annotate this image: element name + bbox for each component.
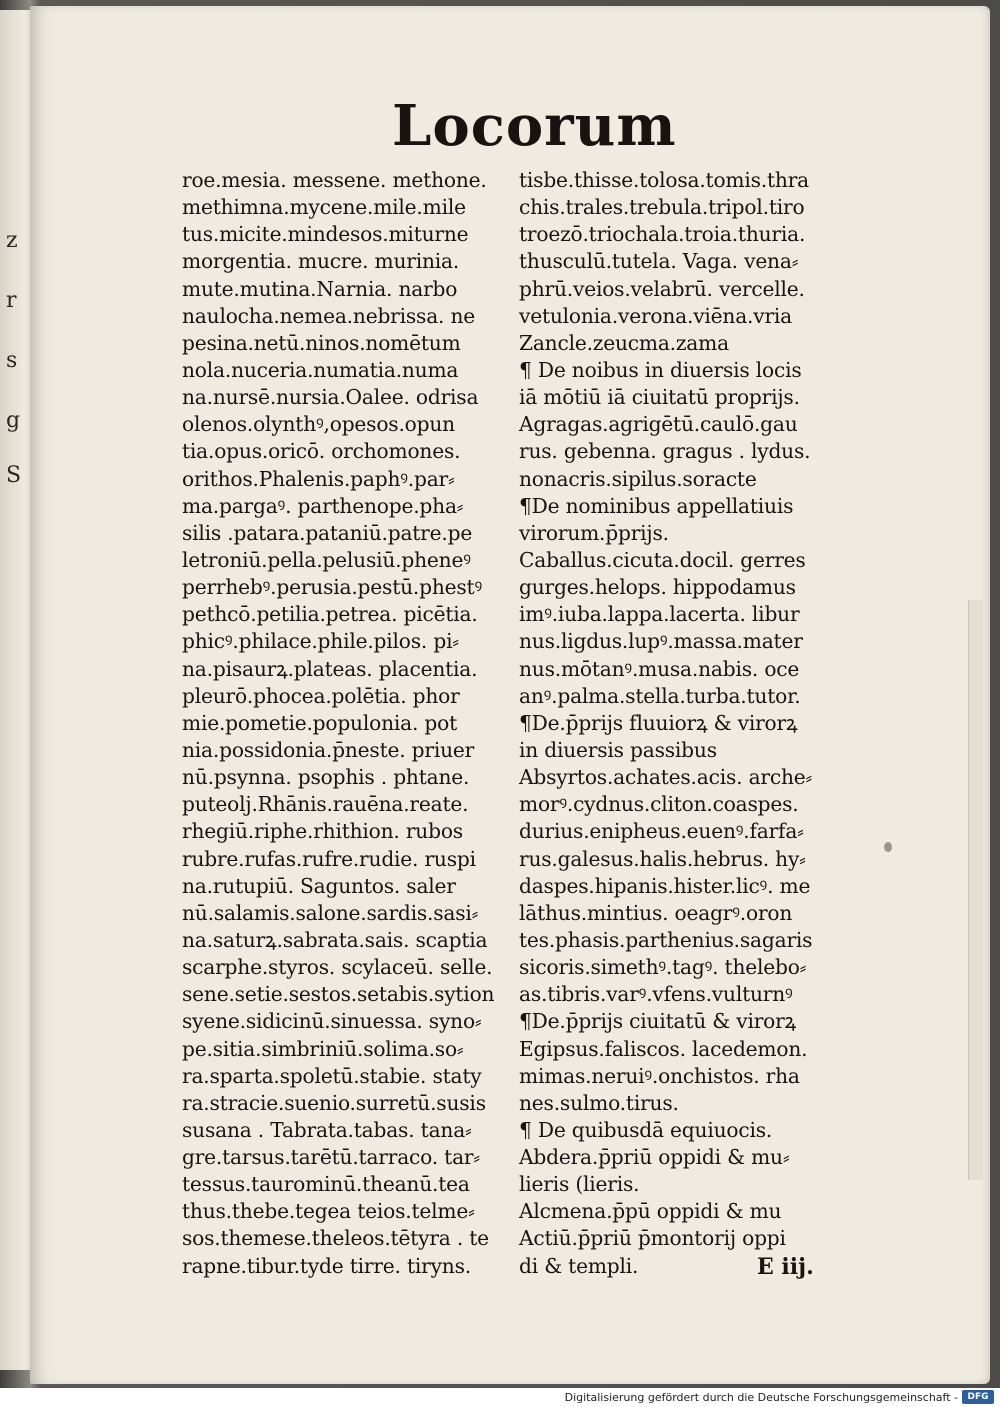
left-column-line: gre.tarsus.tarētū.tarraco. tar⸗	[182, 1145, 480, 1170]
right-column-line: morꝰ.cydnus.cliton.coaspes.	[519, 792, 799, 817]
right-column-line: mimas.neruiꝰ.onchistos. rha	[519, 1063, 800, 1088]
right-column-line: tisbe.thisse.tolosa.tomis.thra	[519, 168, 810, 192]
left-column-line: ra.sparta.spoletū.stabie. staty	[182, 1063, 482, 1088]
left-column-line: rapne.tibur.tyde tirre. tiryns.	[182, 1253, 471, 1278]
right-column-line: Absyrtos.achates.acis. arche⸗	[519, 765, 813, 790]
left-column-line: nū.salamis.salone.sardis.sasi⸗	[182, 900, 479, 925]
left-page-glyph: z	[6, 228, 18, 253]
right-column-line: Zancle.zeucma.zama	[519, 330, 729, 355]
right-column-line: Egipsus.faliscos. lacedemon.	[519, 1036, 808, 1061]
left-column-line: na.nursē.nursia.Oalee. odrisa	[182, 385, 479, 410]
right-column-line: ¶ De quibusdā equiuocis.	[519, 1117, 773, 1142]
left-column-line: tessus.taurominū.theanū.tea	[182, 1172, 470, 1197]
right-column-line: nonacris.sipilus.soracte	[519, 466, 757, 491]
right-column-line: lāthus.mintius. oeagrꝰ.oron	[519, 900, 793, 925]
right-column-line: Agragas.agrigētū.caulō.gau	[519, 412, 798, 437]
right-column-line: nus.mōtanꝰ.musa.nabis. oce	[519, 656, 800, 681]
right-column-line: nes.sulmo.tirus.	[519, 1090, 679, 1115]
left-column-line: na.rutupiū. Saguntos. saler	[182, 873, 456, 898]
right-column-line: virorum.p̄prijs.	[519, 520, 669, 545]
right-column-line: imꝰ.iuba.lappa.lacerta. libur	[519, 602, 800, 627]
right-column-line: daspes.hipanis.hister.licꝰ. me	[519, 873, 811, 898]
left-page-glyph: g	[6, 408, 21, 433]
left-column-line: morgentia. mucre. murinia.	[182, 249, 460, 274]
left-column-line: phicꝰ.philace.phile.pilos. pi⸗	[182, 629, 459, 654]
left-column-line: susana . Tabrata.tabas. tana⸗	[182, 1117, 472, 1142]
left-column-line: sos.themese.theleos.tētyra . te	[182, 1226, 489, 1251]
left-column-line: tia.opus.oricō. orchomones.	[182, 439, 461, 464]
left-column-line: mie.pometie.populonia. pot	[182, 710, 457, 735]
right-text-column	[519, 167, 854, 1280]
right-column-line: as.tibris.varꝰ.vfens.vulturnꝰ	[519, 982, 793, 1007]
ink-spot	[884, 842, 892, 852]
left-column-line: naulocha.nemea.nebrissa. ne	[182, 303, 476, 328]
right-column-line: di & templi.	[519, 1253, 639, 1278]
left-column-line: methimna.mycene.mile.mile	[182, 195, 466, 220]
right-column-line: rus. gebenna. gragus . lydus.	[519, 439, 811, 464]
left-column-line: rubre.rufas.rufre.rudie. ruspi	[182, 846, 476, 871]
right-column-line: gurges.helops. hippodamus	[519, 575, 796, 600]
right-column-line: Alcmena.p̄pū oppidi & mu	[519, 1199, 782, 1224]
right-column-line: iā mōtiū iā ciuitatū proprijs.	[519, 385, 800, 410]
left-column-line: nola.nuceria.numatia.numa	[182, 357, 459, 382]
left-column-line: letroniū.pella.pelusiū.pheneꝰ	[182, 547, 471, 572]
left-column-line: ra.stracie.suenio.surretū.susis	[182, 1090, 486, 1115]
left-column-line: pleurō.phocea.polētia. phor	[182, 683, 460, 708]
left-column-line: olenos.olynthꝰ,opesos.opun	[182, 412, 455, 437]
right-column-line: durius.enipheus.euenꝰ.farfa⸗	[519, 819, 804, 844]
right-column-line: ¶ De noibus in diuersis locis	[519, 357, 802, 382]
left-column-line: mute.mutina.Narnia. narbo	[182, 276, 458, 301]
right-column-line: thusculū.tutela. Vaga. vena⸗	[519, 249, 799, 274]
right-column-line: rus.galesus.halis.hebrus. hy⸗	[519, 846, 806, 871]
right-column-line: Caballus.cicuta.docil. gerres	[519, 547, 806, 572]
left-column-line: orithos.Phalenis.paphꝰ.par⸗	[182, 466, 455, 491]
left-column-line: tus.micite.mindesos.miturne	[182, 222, 469, 247]
left-column-line: nū.psynna. psophis . phtane.	[182, 765, 470, 790]
left-column-line: perrhebꝰ.perusia.pestū.phestꝰ	[182, 575, 482, 600]
left-column-line: nia.possidonia.p̄neste. priuer	[182, 737, 475, 762]
left-page-glyph: r	[6, 288, 17, 313]
right-column-line: ¶De.p̄prijs ciuitatū & virorꝝ	[519, 1009, 797, 1034]
right-column-line: vetulonia.verona.viēna.vria	[519, 303, 793, 328]
right-column-line: ¶De nominibus appellatiuis	[519, 493, 794, 518]
left-column-line: ma.pargaꝰ. parthenope.pha⸗	[182, 493, 464, 518]
left-column-line: pesina.netū.ninos.nomētum	[182, 330, 461, 355]
dfg-logo[interactable]: DFG	[962, 1390, 994, 1404]
left-column-line: sene.setie.sestos.setabis.sytion	[182, 982, 495, 1007]
left-column-line: puteolj.Rhānis.rauēna.reate.	[182, 792, 469, 817]
right-column-line: ¶De.p̄prijs fluuiorꝝ & virorꝝ	[519, 710, 798, 735]
signature-mark: E iij.	[757, 1254, 814, 1280]
right-column-line: Abdera.p̄priū oppidi & mu⸗	[519, 1145, 790, 1170]
left-page-glyph: S	[6, 463, 22, 488]
page-right-edge	[968, 600, 983, 1180]
right-column-line: chis.trales.trebula.tripol.tiro	[519, 195, 805, 220]
left-column-line: rhegiū.riphe.rhithion. rubos	[182, 819, 463, 844]
right-column-line: lieris (lieris.	[519, 1172, 640, 1197]
left-column-line: silis .patara.pataniū.patre.pe	[182, 520, 473, 545]
left-column-line: na.saturꝝ.sabrata.sais. scaptia	[182, 927, 488, 952]
right-column-line: sicoris.simethꝰ.tagꝰ. thelebo⸗	[519, 955, 807, 980]
left-column-line: scarphe.styros. scylaceū. selle.	[182, 955, 493, 980]
right-column-line: anꝰ.palma.stella.turba.tutor.	[519, 683, 801, 708]
right-column-line: troezō.triochala.troia.thuria.	[519, 222, 806, 247]
left-column-line: pethcō.petilia.petrea. picētia.	[182, 602, 478, 627]
left-column-line: pe.sitia.simbriniū.solima.so⸗	[182, 1036, 464, 1061]
right-column-line: phrū.veios.velabrū. vercelle.	[519, 276, 805, 301]
right-column-line: Actiū.p̄priū p̄montorij oppi	[519, 1226, 786, 1251]
left-column-line: syene.sidicinū.sinuessa. syno⸗	[182, 1009, 482, 1034]
left-column-line: thus.thebe.tegea teios.telme⸗	[182, 1199, 475, 1224]
right-column-line: in diuersis passibus	[519, 737, 717, 762]
left-page-glyph: s	[6, 348, 18, 373]
left-column-line: roe.mesia. messene. methone.	[182, 168, 487, 192]
page-heading: Locorum	[392, 93, 677, 159]
right-column-line: tes.phasis.parthenius.sagaris	[519, 927, 813, 952]
right-column-line: nus.ligdus.lupꝰ.massa.mater	[519, 629, 803, 654]
footer-credit: Digitalisierung gefördert durch die Deutsche Forschungsgemeinschaft -	[564, 1391, 958, 1404]
left-text-column	[182, 167, 512, 1280]
left-column-line: na.pisaurꝝ.plateas. placentia.	[182, 656, 478, 681]
